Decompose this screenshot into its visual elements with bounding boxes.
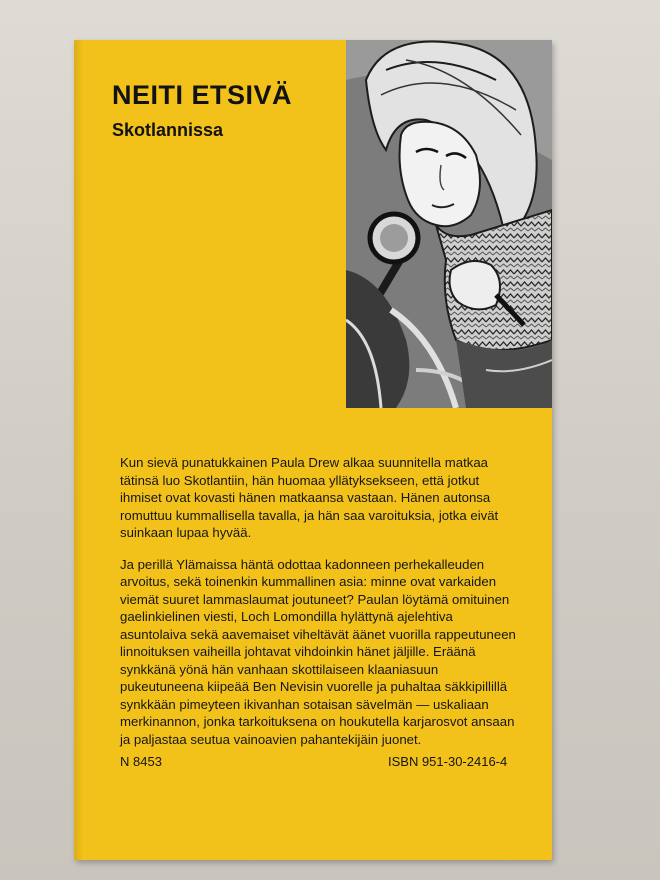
book-title: NEITI ETSIVÄ (112, 80, 293, 110)
book-back-cover (74, 40, 552, 860)
girl-with-magnifying-glass-illustration (346, 40, 552, 408)
blurb-paragraph-2: Ja perillä Ylämaissa häntä odottaa kadonneen perhekalleuden arvoitus, sekä toinenkin kummallinen asia: minne ovat varkaiden viemät suuret lammaslaumat joutuneet? Paulan löytämä omituinen gaelinkielinen viesti, Loch Lomondilla hylättynä ajelehtiva asuntolaiva sekä aavemaiset viheltävät äänet vuorilla rappeutuneen linnoituksen vaiheilla johtavat vihdoinkin hänet jäljille. Eräänä synkkänä yönä hän vanhaan skottilaiseen klaaniasuun pukeutuneena kiipeää Ben Nevisin vuorelle ja puhaltaa säkkipillillä synkkään pimeyteen ikivanhan sotaisan sävelmän — uskaliaan merkinannon, jonka tarkoituksena on houkutella karjarosvot ansaan ja paljastaa seutua vainoavien pahantekijäin juonet. (120, 556, 516, 747)
book-subtitle: Skotlannissa (112, 120, 224, 140)
series-code: N 8453 (120, 754, 162, 769)
cover-illustration (346, 40, 552, 408)
spine-shade (74, 40, 84, 860)
blurb-paragraph-1: Kun sievä punatukkainen Paula Drew alkaa suunnitella matkaa tätinsä luo Skotlantiin, hän huomaa yllätyksekseen, että jotkut ihmiset ovat kovasti hänen matkaansa vastaan. Hänen autonsa romuttuu kummallisella tavalla, ja hän saa varoituksia, jotka eivät suinkaan lupaa hyvää. (120, 455, 499, 540)
isbn: ISBN 951-30-2416-4 (388, 754, 508, 769)
blurb-text (120, 454, 520, 762)
